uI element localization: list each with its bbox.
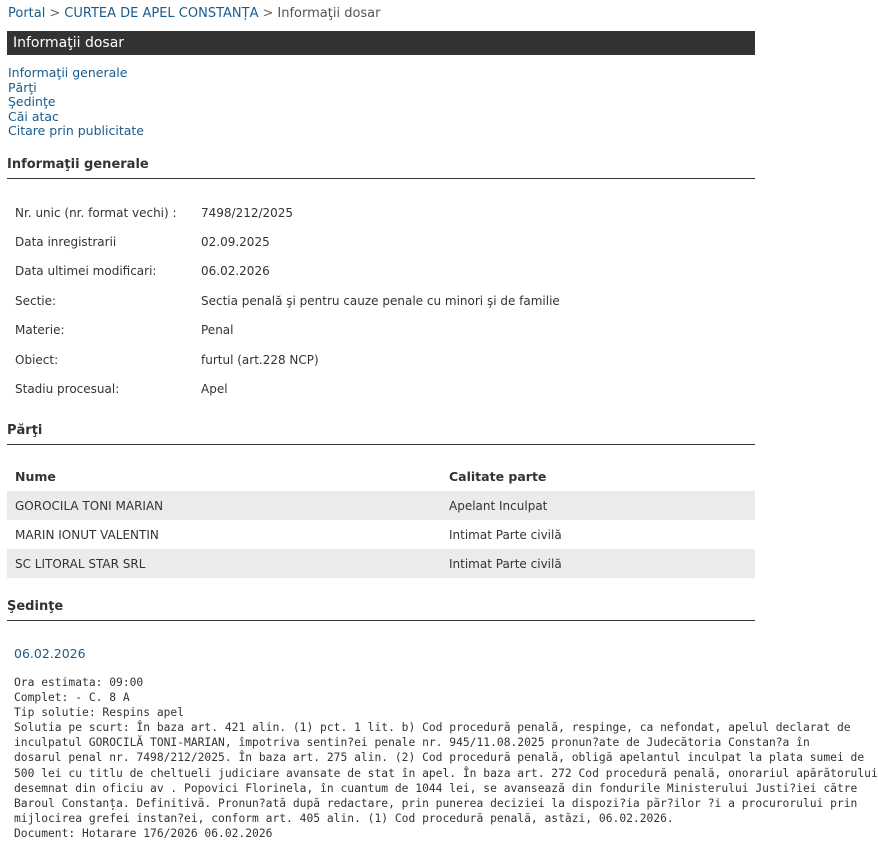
sedinta-solutie-line: Baroul Constanța. Definitivă. Pronun?ată după redactare, prin punerea deciziei la dispozi?ia păr?ilor ?i a procurorului prin xyxy=(14,796,858,810)
info-row xyxy=(15,206,293,220)
info-value: furtul (art.228 NCP) xyxy=(201,353,319,367)
info-label: Data inregistrarii xyxy=(15,235,117,249)
info-label: Materie: xyxy=(15,323,65,337)
table-row xyxy=(7,549,755,578)
party-role: Apelant Inculpat xyxy=(446,491,755,520)
party-name: GOROCILA TONI MARIAN xyxy=(7,491,446,520)
info-label: Stadiu procesual: xyxy=(15,382,120,396)
info-label: Nr. unic (nr. format vechi) : xyxy=(15,206,177,220)
sedinta-ora: Ora estimata: 09:00 xyxy=(14,676,144,689)
nav-link-cai-atac[interactable]: Căi atac xyxy=(8,108,59,124)
breadcrumb-portal-link[interactable]: Portal xyxy=(8,6,46,21)
sedinta-document: Document: Hotarare 176/2026 06.02.2026 xyxy=(14,826,273,840)
column-header-nume: Nume xyxy=(15,468,56,484)
nav-link-parti[interactable]: Părţi xyxy=(8,79,37,95)
section-header-parti: Părţi xyxy=(7,423,755,445)
info-label: Obiect: xyxy=(15,353,59,367)
nav-link-informatii-generale[interactable]: Informaţii generale xyxy=(8,65,128,80)
section-header-informatii-generale: Informaţii generale xyxy=(7,157,755,179)
sedinta-solutie-line: desemnat din oficiu av . Popovici Florinela, în cuantum de 1044 lei, se avansează din fondurile Ministerului Justi?iei către xyxy=(14,781,858,795)
party-name: MARIN IONUT VALENTIN xyxy=(7,520,446,549)
info-label: Data ultimei modificari: xyxy=(15,264,157,278)
table-row xyxy=(7,491,755,520)
info-value: Sectia penală şi pentru cauze penale cu minori şi de familie xyxy=(201,294,560,308)
info-row xyxy=(15,235,270,249)
table-header-row xyxy=(7,461,755,491)
info-row xyxy=(15,382,228,396)
info-value: 02.09.2025 xyxy=(201,235,270,249)
nav-link-citare-publicitate[interactable]: Citare prin publicitate xyxy=(8,123,144,139)
sedinta-tip-solutie: Tip solutie: Respins apel xyxy=(14,706,185,720)
section-nav xyxy=(8,66,144,139)
info-label: Sectie: xyxy=(15,294,57,308)
sedinta-details xyxy=(14,675,878,841)
party-name: SC LITORAL STAR SRL xyxy=(7,549,446,578)
info-row xyxy=(15,294,560,308)
info-row xyxy=(15,264,270,278)
breadcrumb-separator: > xyxy=(262,6,274,21)
info-row xyxy=(15,323,233,337)
sedinta-solutie-line: dosarul penal nr. 7498/212/2025. În baza art. 275 alin. (2) Cod procedură penală, obligă apelantul inculpat la plata sumei de xyxy=(14,751,865,765)
nav-link-sedinte[interactable]: Şedinţe xyxy=(8,94,56,110)
breadcrumb-current: Informaţii dosar xyxy=(277,6,381,21)
party-role: Intimat Parte civilă xyxy=(446,549,755,578)
section-header-sedinte: Şedinţe xyxy=(7,599,755,621)
sedinta-complet: Complet: - C. 8 A xyxy=(14,691,130,705)
sedinta-solutie-line: 500 lei cu titlu de cheltueli judiciare avansate de stat în apel. În baza art. 272 Cod procedură penală, onorariul apărătorului xyxy=(14,766,878,780)
table-row xyxy=(7,520,755,549)
breadcrumb xyxy=(8,6,380,21)
breadcrumb-court-link[interactable]: CURTEA DE APEL CONSTANȚA xyxy=(64,6,259,21)
column-header-calitate: Calitate parte xyxy=(449,468,547,484)
sedinta-solutie-line: Solutia pe scurt: În baza art. 421 alin. (1) pct. 1 lit. b) Cod procedură penală, respinge, ca nefondat, apelul declarat de xyxy=(14,721,851,735)
sedinta-date: 06.02.2026 xyxy=(14,646,86,661)
sedinta-solutie-line: mijlocirea grefei instan?ei, conform art. 405 alin. (1) Cod procedură penală, astăzi, 06.02.2026. xyxy=(14,811,674,825)
info-value: Penal xyxy=(201,323,234,337)
party-role: Intimat Parte civilă xyxy=(446,520,755,549)
info-value: 7498/212/2025 xyxy=(201,206,294,220)
sedinta-solutie-line: inculpatul GOROCILĂ TONI-MARIAN, împotriva sentin?ei penale nr. 945/11.08.2025 pronun?ate de Judecătoria Constan?a în xyxy=(14,736,810,750)
info-value: Apel xyxy=(201,382,228,396)
parti-table xyxy=(7,461,755,578)
page-title: Informaţii dosar xyxy=(7,31,755,55)
breadcrumb-separator: > xyxy=(49,6,61,21)
info-value: 06.02.2026 xyxy=(201,264,270,278)
info-row xyxy=(15,353,319,367)
